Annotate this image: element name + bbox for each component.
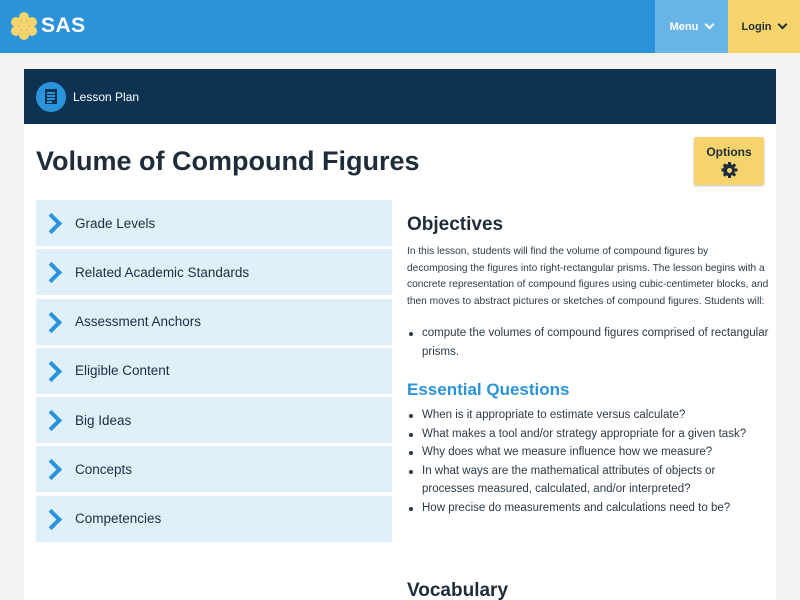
chevron-down-icon xyxy=(705,20,715,30)
list-item: In what ways are the mathematical attributes of objects or processes measured, calculated, and/or interpreted? xyxy=(407,462,769,499)
accordion-item-big-ideas[interactable] xyxy=(36,397,392,443)
accordion-item-assessment-anchors[interactable] xyxy=(36,299,392,345)
document-icon xyxy=(36,82,66,112)
accordion-label: Related Academic Standards xyxy=(75,264,250,280)
accordion-label: Eligible Content xyxy=(75,363,170,379)
accordion-label: Assessment Anchors xyxy=(75,314,202,330)
accordion-item-grade-levels[interactable] xyxy=(36,200,392,246)
chevron-right-icon xyxy=(46,361,60,381)
gear-icon xyxy=(721,162,737,178)
chevron-right-icon xyxy=(46,262,60,282)
page-title: Volume of Compound Figures xyxy=(36,146,420,176)
logo-text: SAS xyxy=(41,14,86,37)
objectives-list xyxy=(407,324,769,362)
lesson-content xyxy=(407,214,769,517)
essential-questions-heading: Essential Questions xyxy=(407,380,570,399)
essential-questions-list xyxy=(407,406,769,517)
objectives-heading: Objectives xyxy=(407,214,504,235)
flower-logo-icon xyxy=(10,12,38,40)
chevron-right-icon xyxy=(46,213,60,233)
menu-label: Menu xyxy=(669,20,699,33)
login-label: Login xyxy=(741,20,772,33)
chevron-right-icon xyxy=(46,459,60,479)
accordion-label: Concepts xyxy=(75,461,133,477)
lesson-header xyxy=(24,69,776,124)
accordion-label: Big Ideas xyxy=(75,412,132,428)
chevron-right-icon xyxy=(46,312,60,332)
accordion-item-concepts[interactable] xyxy=(36,446,392,492)
section-label: Lesson Plan xyxy=(73,89,140,104)
objectives-paragraph: In this lesson, students will find the volume of compound figures by decomposing the figures into right-rectangular prisms. The lesson begins with a concrete representation of compound figures using cubic-centimeter blocks, and then moves to abstract pictures or sketches of compound figures. Students will: xyxy=(407,246,769,307)
options-button[interactable] xyxy=(694,137,764,185)
accordion-item-eligible-content[interactable] xyxy=(36,348,392,394)
list-item: What makes a tool and/or strategy appropriate for a given task? xyxy=(407,425,769,444)
accordion-label: Competencies xyxy=(75,511,162,527)
sas-logo[interactable] xyxy=(10,12,86,40)
vocabulary-heading: Vocabulary xyxy=(407,580,509,600)
chevron-down-icon xyxy=(778,20,788,30)
list-item: compute the volumes of compound figures comprised of rectangular prisms. xyxy=(407,324,769,362)
chevron-right-icon xyxy=(46,509,60,529)
list-item: How precise do measurements and calculations need to be? xyxy=(407,499,769,518)
list-item: Why does what we measure influence how we measure? xyxy=(407,443,769,462)
top-nav-bar xyxy=(0,0,800,53)
accordion-item-related-academic-standards[interactable] xyxy=(36,249,392,295)
menu-button[interactable] xyxy=(655,0,728,53)
options-label: Options xyxy=(706,145,752,159)
accordion-item-competencies[interactable] xyxy=(36,496,392,542)
accordion-label: Grade Levels xyxy=(75,215,156,231)
lesson-accordion xyxy=(36,200,392,545)
list-item: When is it appropriate to estimate versus calculate? xyxy=(407,406,769,425)
chevron-right-icon xyxy=(46,410,60,430)
login-button[interactable] xyxy=(728,0,800,53)
